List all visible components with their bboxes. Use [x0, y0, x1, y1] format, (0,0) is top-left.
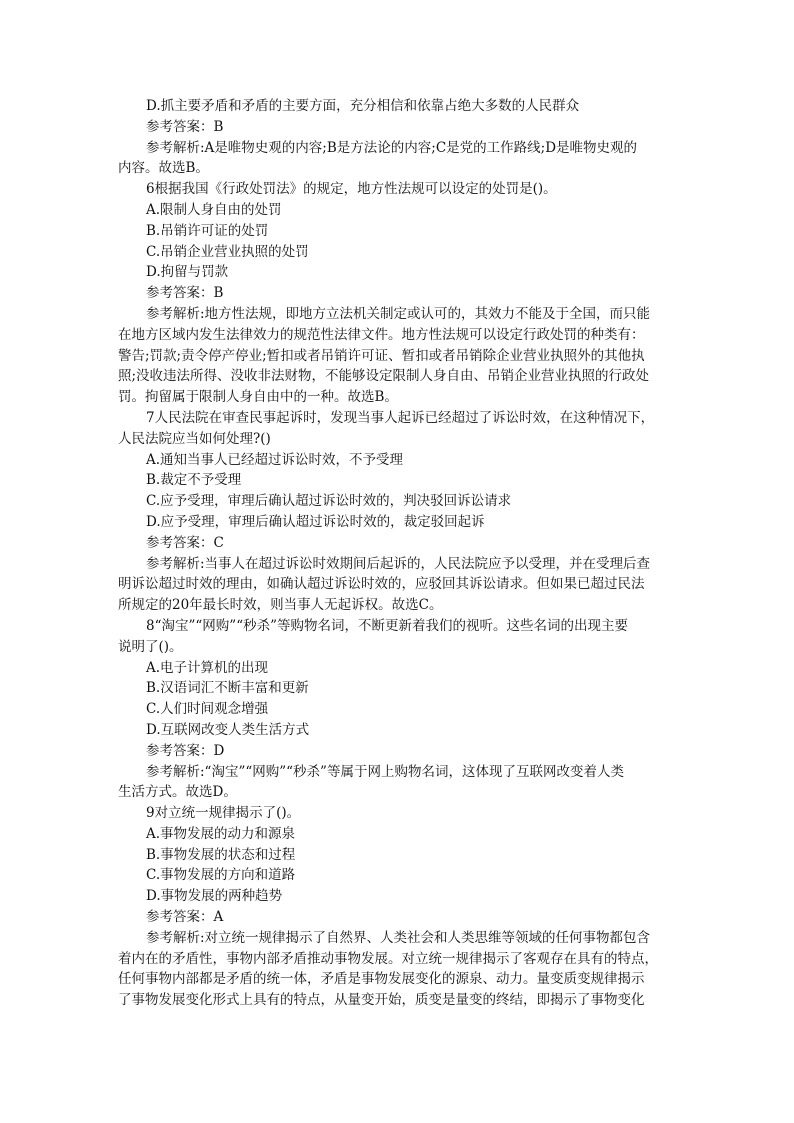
option-line: B.事物发展的状态和过程	[146, 846, 296, 863]
option-line: C.应予受理，审理后确认超过诉讼时效的，判决驳回诉讼请求	[146, 493, 512, 510]
text-line: 了事物发展变化形式上具有的特点，从量变开始，质变是量变的终结，即揭示了事物变化	[118, 992, 645, 1009]
text-line: 参考解析:A是唯物史观的内容;B是方法论的内容;C是党的工作路线;D是唯物史观的	[146, 139, 638, 156]
text-line: 9对立统一规律揭示了()。	[146, 805, 301, 822]
text-line: 参考解析:地方性法规，即地方立法机关制定或认可的，其效力不能及于全国，而只能	[146, 305, 651, 322]
text-line: 警告;罚款;责令停产停业;暂扣或者吊销许可证、暂扣或者吊销除企业营业执照外的其他执	[118, 347, 645, 364]
text-line: 参考答案：D	[146, 742, 225, 759]
text-line: 参考答案：B	[146, 118, 224, 135]
option-line: B.吊销许可证的处罚	[146, 222, 269, 239]
option-line: A.限制人身自由的处罚	[146, 201, 282, 218]
text-line: 说明了()。	[118, 638, 183, 655]
option-line: B.汉语词汇不断丰富和更新	[146, 680, 309, 697]
text-line: 人民法院应当如何处理?()	[118, 430, 271, 447]
option-line: D.拘留与罚款	[146, 264, 229, 281]
text-line: 在地方区域内发生法律效力的规范性法律文件。地方性法规可以设定行政处罚的种类有：	[118, 326, 645, 343]
text-line: 照;没收违法所得、没收非法财物，不能够设定限制人身自由、吊销企业营业执照的行政处	[118, 368, 650, 385]
text-line: 6根据我国《行政处罚法》的规定，地方性法规可以设定的处罚是()。	[146, 181, 557, 198]
option-line: A.事物发展的动力和源泉	[146, 825, 296, 842]
text-line: 着内在的矛盾性，事物内部矛盾推动事物发展。对立统一规律揭示了客观存在具有的特点，	[118, 950, 658, 967]
option-line: D.抓主要矛盾和矛盾的主要方面，充分相信和依靠占绝大多数的人民群众	[146, 98, 580, 114]
text-line: 参考解析:对立统一规律揭示了自然界、人类社会和人类思维等领域的任何事物都包含	[146, 929, 651, 946]
text-line: 生活方式。故选D。	[118, 784, 237, 801]
option-line: D.互联网改变人类生活方式	[146, 721, 310, 738]
text-line: 7人民法院在审查民事起诉时，发现当事人起诉已经超过了诉讼时效，在这种情况下，	[146, 409, 655, 426]
text-line: 8“淘宝”“网购”“秒杀”等购物名词，不断更新着我们的视听。这些名词的出现主要	[146, 617, 628, 634]
option-line: D.应予受理，审理后确认超过诉讼时效的，裁定驳回起诉	[146, 513, 485, 530]
text-line: 参考答案：A	[146, 909, 224, 926]
text-line: 参考解析:“淘宝”“网购”“秒杀”等属于网上购物名词，这体现了互联网改变着人类	[146, 763, 624, 780]
text-line: 所规定的20年最长时效，则当事人无起诉权。故选C。	[118, 597, 443, 614]
text-line: 参考答案：C	[146, 534, 224, 551]
option-line: A.通知当事人已经超过诉讼时效，不予受理	[146, 451, 404, 468]
option-line: C.事物发展的方向和道路	[146, 867, 296, 884]
document-body	[118, 96, 676, 1011]
text-line: 任何事物内部都是矛盾的统一体，矛盾是事物发展变化的源泉、动力。量变质变规律揭示	[118, 971, 645, 988]
option-line: D.事物发展的两种趋势	[146, 888, 283, 905]
text-line: 罚。拘留属于限制人身自由中的一种。故选B。	[118, 389, 398, 406]
text-line: 明诉讼超过时效的理由，如确认超过诉讼时效的，应驳回其诉讼请求。但如果已超过民法	[118, 576, 645, 593]
text-line: 参考解析:当事人在超过诉讼时效期间后起诉的，人民法院应予以受理，并在受理后查	[146, 555, 651, 572]
option-line: C.人们时间观念增强	[146, 701, 269, 718]
text-line: 内容。故选B。	[118, 160, 209, 177]
option-line: A.电子计算机的出现	[146, 659, 269, 676]
option-line: B.裁定不予受理	[146, 472, 242, 489]
option-line: C.吊销企业营业执照的处罚	[146, 243, 309, 260]
text-line: 参考答案：B	[146, 285, 224, 302]
